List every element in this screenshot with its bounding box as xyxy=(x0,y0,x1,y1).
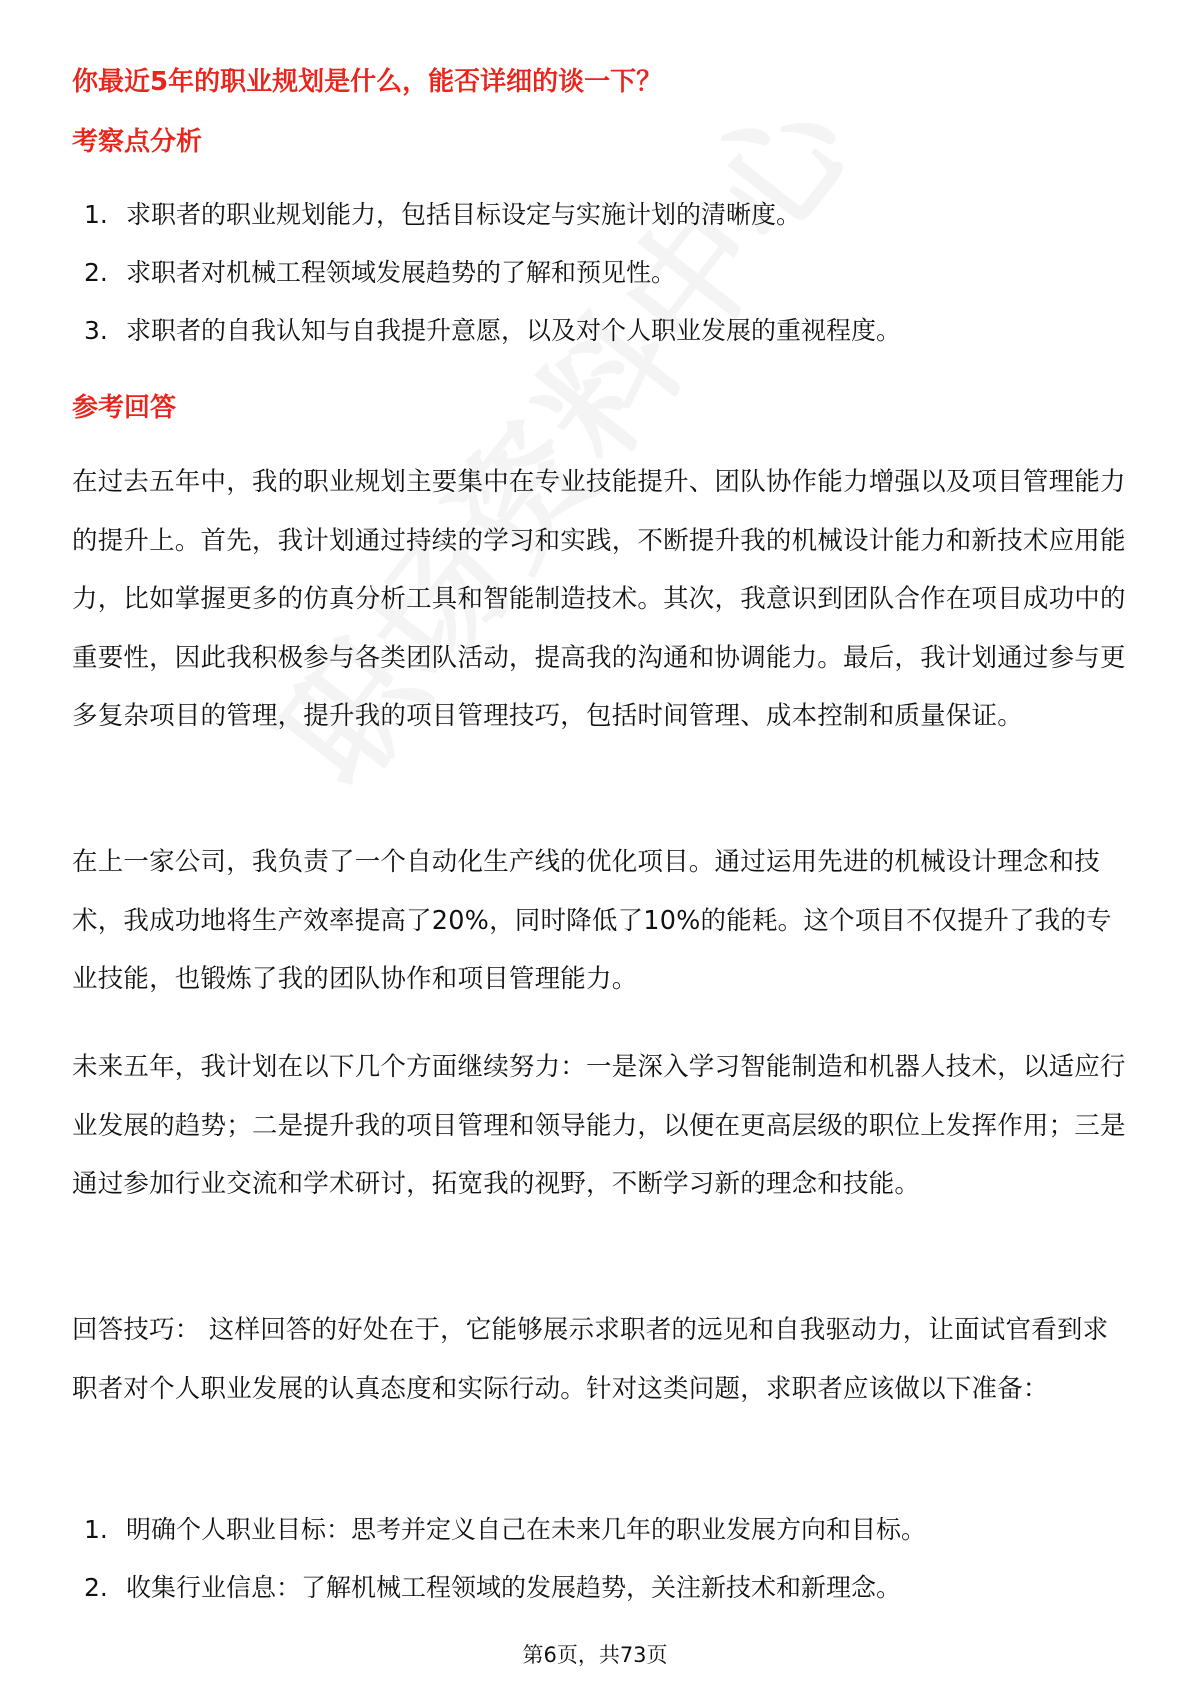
tips-paragraph: 回答技巧： 这样回答的好处在于，它能够展示求职者的远见和自我驱动力，让面试官看到求职者对个人职业发展的认真态度和实际行动。针对这类问题，求职者应该做以下准备： xyxy=(72,1315,1109,1404)
list-item xyxy=(84,1501,926,1559)
list-item-text: 收集行业信息：了解机械工程领域的发展趋势，关注新技术和新理念。 xyxy=(126,1573,902,1602)
list-item-text: 明确个人职业目标：思考并定义自己在未来几年的职业发展方向和目标。 xyxy=(126,1515,927,1544)
list-item-text: 求职者的自我认知与自我提升意愿，以及对个人职业发展的重视程度。 xyxy=(126,316,902,345)
answer-heading: 参考回答 xyxy=(72,393,177,423)
answer-paragraph: 在上一家公司，我负责了一个自动化生产线的优化项目。通过运用先进的机械设计理念和技术，我成功地将生产效率提高了20%，同时降低了10%的能耗。这个项目不仅提升了我的专业技能，也锻炼了我的团队协作和项目管理能力。 xyxy=(72,847,1112,994)
list-item xyxy=(84,1559,926,1617)
list-item-number: 3. xyxy=(84,316,108,345)
list-item-text: 求职者的职业规划能力，包括目标设定与实施计划的清晰度。 xyxy=(126,200,802,229)
list-item-number: 1. xyxy=(84,200,108,229)
question-title: 你最近5年的职业规划是什么，能否详细的谈一下？ xyxy=(72,67,663,97)
list-item xyxy=(84,244,901,302)
list-item-text: 求职者对机械工程领域发展趋势的了解和预见性。 xyxy=(126,258,677,287)
analysis-heading: 考察点分析 xyxy=(72,127,203,157)
answer-paragraph: 未来五年，我计划在以下几个方面继续努力：一是深入学习智能制造和机器人技术，以适应行业发展的趋势；二是提升我的项目管理和领导能力，以便在更高层级的职位上发挥作用；三是通过参加行业交流和学术研讨，拓宽我的视野，不断学习新的理念和技能。 xyxy=(72,1052,1126,1199)
answer-paragraph: 在过去五年中，我的职业规划主要集中在专业技能提升、团队协作能力增强以及项目管理能力的提升上。首先，我计划通过持续的学习和实践，不断提升我的机械设计能力和新技术应用能力，比如掌握更多的仿真分析工具和智能制造技术。其次，我意识到团队合作在项目成功中的重要性，因此我积极参与各类团队活动，提高我的沟通和协调能力。最后，我计划通过参与更多复杂项目的管理，提升我的项目管理技巧，包括时间管理、成本控制和质量保证。 xyxy=(72,467,1126,731)
list-item-number: 1. xyxy=(84,1515,108,1544)
page-number-footer: 第6页，共73页 xyxy=(522,1643,668,1667)
analysis-list xyxy=(84,186,901,360)
list-item-number: 2. xyxy=(84,1573,108,1602)
list-item-number: 2. xyxy=(84,258,108,287)
list-item xyxy=(84,186,901,244)
list-item xyxy=(84,302,901,360)
tips-list xyxy=(84,1501,926,1617)
